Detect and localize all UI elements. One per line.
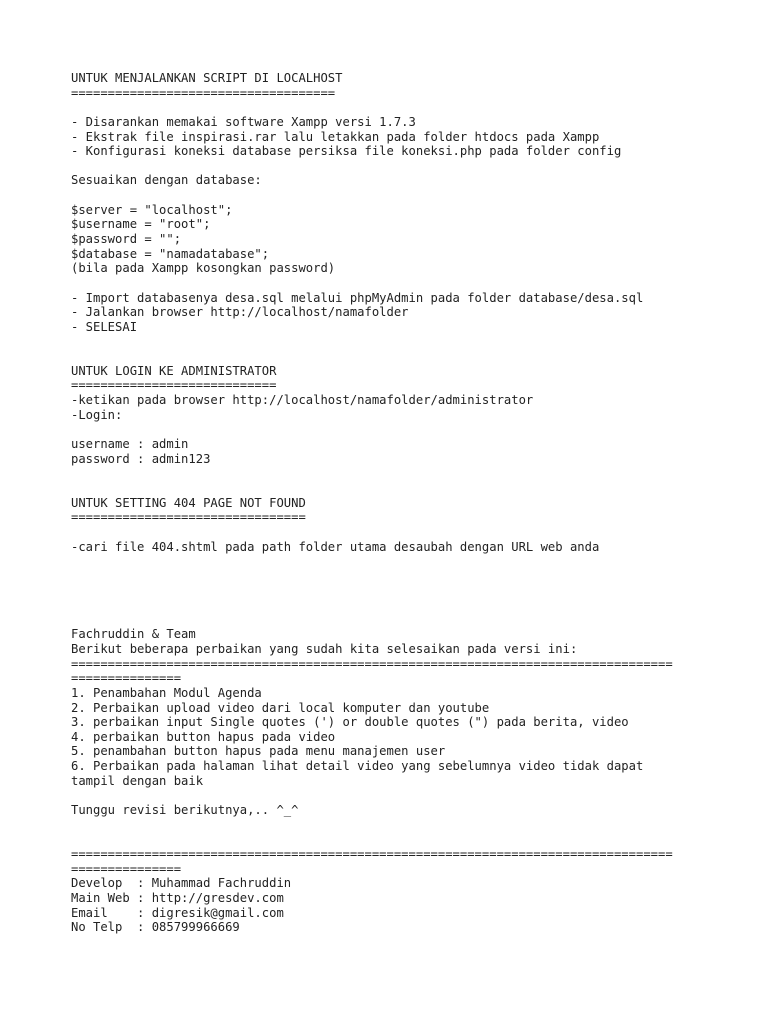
- text-line: No Telp : 085799966669: [71, 920, 240, 935]
- text-line: [71, 466, 711, 481]
- text-line: - Jalankan browser http://localhost/namafolder: [71, 305, 409, 320]
- text-line: [71, 422, 711, 437]
- text-line: - Disarankan memakai software Xampp versi 1.7.3: [71, 114, 416, 129]
- text-line: [71, 569, 711, 584]
- text-line: 2. Perbaikan upload video dari local komputer dan youtube: [71, 700, 490, 715]
- text-line: $username = "root";: [71, 217, 211, 232]
- text-line: Tunggu revisi berikutnya,.. ^_^: [71, 803, 299, 818]
- text-line: Fachruddin & Team: [71, 627, 196, 642]
- text-line: username : admin: [71, 437, 189, 452]
- text-line: ============================: [71, 378, 277, 393]
- text-line: ===============: [71, 671, 182, 686]
- text-line: UNTUK MENJALANKAN SCRIPT DI LOCALHOST: [71, 71, 343, 85]
- text-line: [71, 818, 711, 833]
- text-line: 5. penambahan button hapus pada menu manajemen user: [71, 744, 446, 759]
- text-line: ====================================: [71, 85, 336, 100]
- text-line: Email : digresik@gmail.com: [71, 905, 284, 920]
- text-line: [71, 554, 711, 569]
- text-line: -cari file 404.shtml pada path folder utama desaubah dengan URL web anda: [71, 539, 600, 554]
- text-line: (bila pada Xampp kosongkan password): [71, 261, 336, 276]
- text-line: [71, 349, 711, 364]
- text-line: $server = "localhost";: [71, 202, 233, 217]
- text-line: ==================================================================================: [71, 846, 673, 861]
- text-line: [71, 525, 711, 540]
- text-line: [71, 159, 711, 174]
- text-line: password : admin123: [71, 451, 211, 466]
- text-line: -ketikan pada browser http://localhost/namafolder/administrator: [71, 393, 534, 408]
- text-line: [71, 832, 711, 847]
- text-line: [71, 276, 711, 291]
- text-line: 3. perbaikan input Single quotes (') or double quotes (") pada berita, video: [71, 715, 629, 730]
- text-line: UNTUK SETTING 404 PAGE NOT FOUND: [71, 495, 306, 510]
- readme-text: [71, 71, 711, 935]
- text-line: UNTUK LOGIN KE ADMINISTRATOR: [71, 363, 277, 378]
- text-line: 1. Penambahan Modul Agenda: [71, 685, 262, 700]
- text-line: tampil dengan baik: [71, 773, 204, 788]
- text-line: - Import databasenya desa.sql melalui phpMyAdmin pada folder database/desa.sql: [71, 290, 644, 305]
- text-line: ===============: [71, 861, 182, 876]
- text-line: $database = "namadatabase";: [71, 246, 270, 261]
- text-line: -Login:: [71, 407, 123, 422]
- text-line: [71, 583, 711, 598]
- text-line: Main Web : http://gresdev.com: [71, 890, 284, 905]
- text-line: [71, 788, 711, 803]
- text-line: 4. perbaikan button hapus pada video: [71, 729, 336, 744]
- text-line: [71, 598, 711, 613]
- text-line: - SELESAI: [71, 319, 138, 334]
- text-line: [71, 613, 711, 628]
- text-line: [71, 188, 711, 203]
- text-line: [71, 335, 711, 350]
- text-line: Berikut beberapa perbaikan yang sudah kita selesaikan pada versi ini:: [71, 641, 578, 656]
- text-line: Develop : Muhammad Fachruddin: [71, 876, 292, 891]
- text-line: Sesuaikan dengan database:: [71, 173, 262, 188]
- text-line: $password = "";: [71, 232, 182, 247]
- text-line: ================================: [71, 510, 306, 525]
- text-line: 6. Perbaikan pada halaman lihat detail video yang sebelumnya video tidak dapat: [71, 759, 644, 774]
- text-line: - Ekstrak file inspirasi.rar lalu letakkan pada folder htdocs pada Xampp: [71, 129, 600, 144]
- text-line: - Konfigurasi koneksi database persiksa file koneksi.php pada folder config: [71, 144, 622, 159]
- text-line: ==================================================================================: [71, 656, 673, 671]
- text-line: [71, 100, 711, 115]
- text-line: [71, 481, 711, 496]
